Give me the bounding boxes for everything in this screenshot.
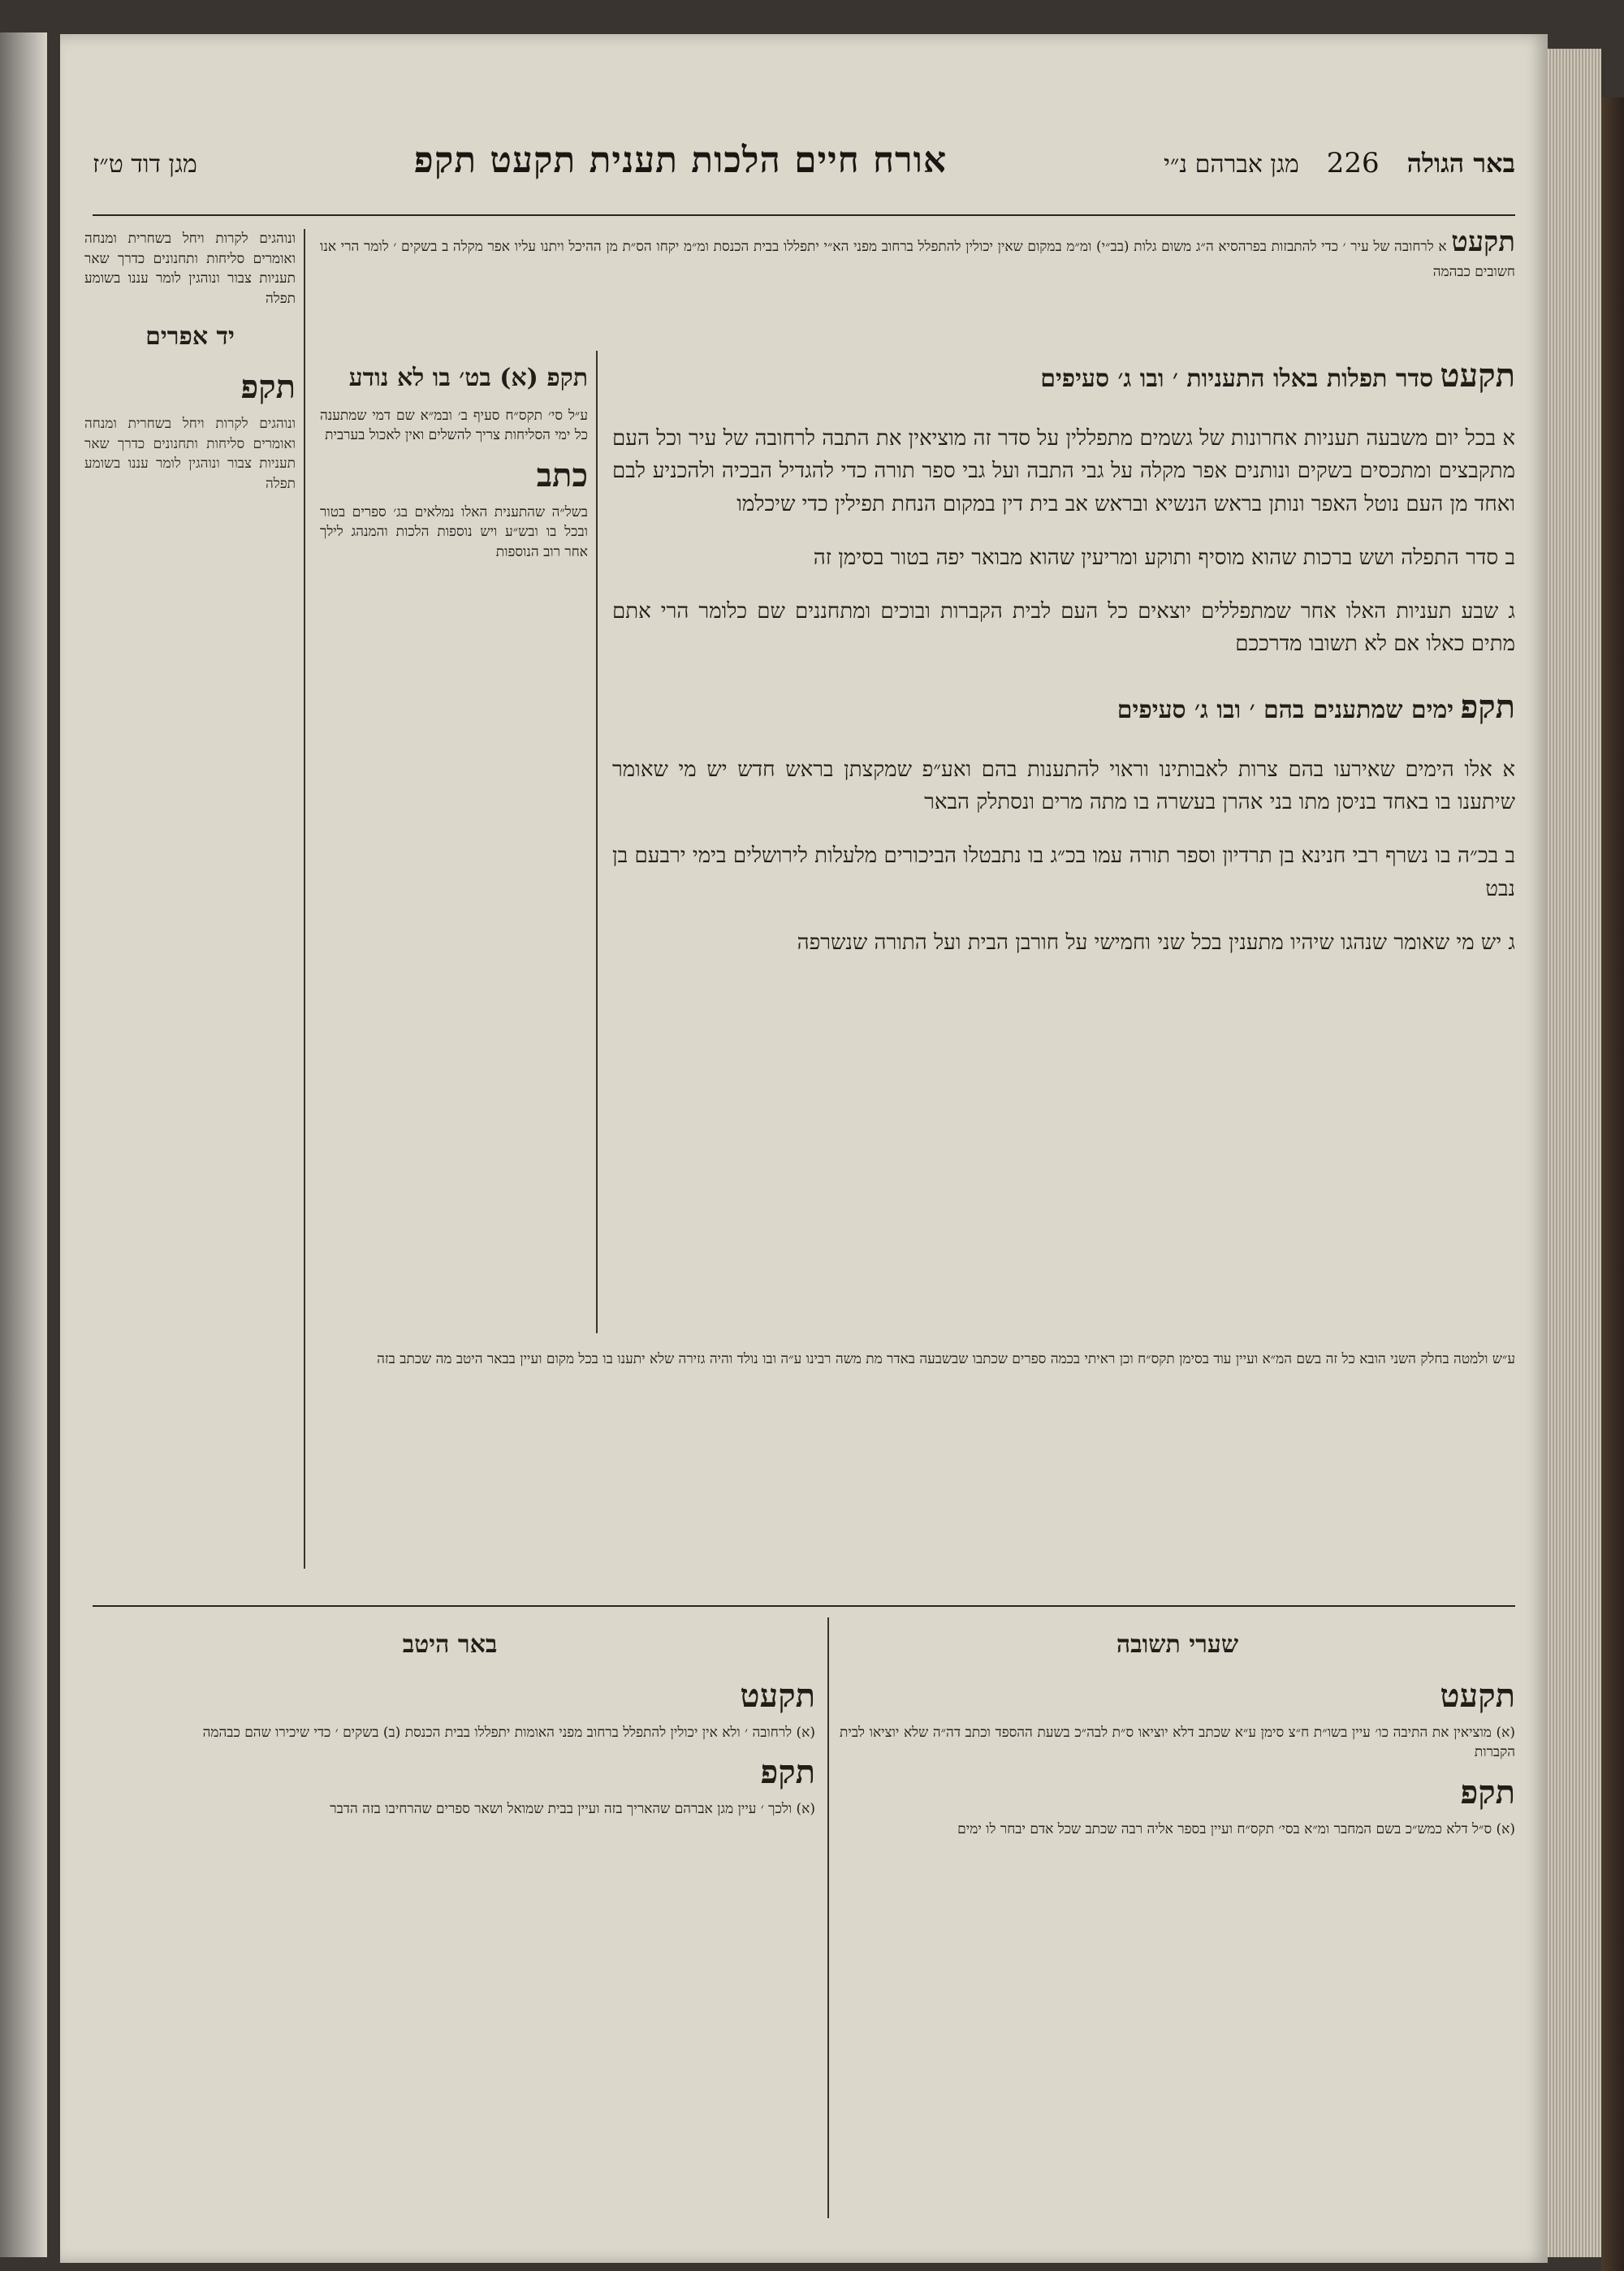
- shaarei-teshuvah-siman-579: תקעט: [1440, 1676, 1515, 1715]
- shaarei-teshuvah-text-580: (א) ס״ל דלא כמש״כ בשם המחבר ומ״א בסי׳ תקס״ח ועיין בספר אליה רבה שכתב שכל אדם יבחר לו ימים: [957, 1820, 1515, 1837]
- be-er-heitev-siman-580: תקפ: [760, 1753, 815, 1792]
- page-number: 226: [1326, 147, 1380, 179]
- be-er-heitev-text-580: (א) ולכך ׳ עיין מגן אברהם שהאריך בזה ועיין בבית שמואל ושאר ספרים שהרחיבו בזה הדבר: [330, 1801, 815, 1818]
- page-title: אורח חיים הלכות תענית תקעט תקפ: [413, 140, 948, 181]
- page-stack-edge: [1548, 49, 1601, 2257]
- yad-efraim-siman: תקפ: [240, 368, 296, 407]
- shaarei-teshuvah-siman-580: תקפ: [1460, 1772, 1515, 1811]
- magen-avraham-label: מגן אברהם נ״י: [1164, 150, 1299, 179]
- be-er-hagolah-label: באר הגולה: [1406, 148, 1515, 179]
- side-commentary-heading: תקפ (א) בט׳ בו לא נודע: [348, 364, 588, 392]
- siman-580-para-b: ב בכ״ה בו נשרף רבי חנינא בן תרדיון וספר תורה עמו בכ״ג בו נתבטלו הביכורים מלעלות לירושלים בימי ירבעם בן נבט: [612, 844, 1515, 901]
- siman-579-para-a: א בכל יום משבעה תעניות אחרונות של גשמים מתפללין על סדר זה מוציאין את התבה לרחובה של עיר וכל העם מתקבצים ומתכסים בשקים ונותנים אפר מקלה על גבי התבה ועל גבי ספר תורה כדי להגדיל הבכיה ולהכניע לבם ואחד מן העם נוטל האפר ונותן בראש הנשיא ובראש אב בית דין במקום הנחת תפילין כדי שיכלמו: [612, 426, 1515, 516]
- bottom-column-rule: [827, 1617, 829, 2218]
- left-column-rule: [304, 229, 305, 1569]
- bottom-section-rule: [93, 1605, 1515, 1607]
- shaarei-teshuvah-text: (א) מוציאין את התיבה כו׳ עיין בשו״ת ח״צ סימן ע״א שכתב דלא יוציאו ס״ת לבה״כ בשעת ההספד וכתב דה״ה שלא יוציאו לבית הקברות: [840, 1724, 1515, 1761]
- be-er-heitev-column: [84, 1617, 815, 2218]
- be-er-heitev-heading: באר היטב: [402, 1630, 498, 1659]
- side-commentary-text: ע״ל סי׳ תקס״ח סעיף ב׳ ובמ״א שם דמי שמתענה כל ימי הסליחות צריך להשלים ואין לאכול בערבית: [320, 407, 588, 444]
- siman-579-para-b: ב סדר התפלה ושש ברכות שהוא מוסיף ותוקע ומריעין שהוא מבואר יפה בטור בסימן זה: [813, 545, 1515, 570]
- siman-579-heading: סדר תפלות באלו התעניות ׳ ובו ג׳ סעיפים: [1040, 365, 1434, 393]
- siman-580-heading-block: [612, 682, 1515, 732]
- siman-579-label: תקעט: [1440, 356, 1515, 395]
- be-er-heitev-siman-579: תקעט: [740, 1676, 815, 1715]
- be-er-hagolah-text: ונוהגים לקרות ויחל בשחרית ומנחה ואומרים סליחות ותחנונים כדרך שאר תעניות צבור ונוהגין לומר עננו בשומע תפלה: [84, 231, 296, 307]
- book-spine: [1601, 97, 1624, 2271]
- siman-579-para-g: ג שבע תעניות האלו אחר שמתפללים יוצאים כל העם לבית הקברות ובוכים ומתחננים שם כלומר הרי אתם מתים כאלו אם לא תשובו מדרככם: [612, 599, 1515, 657]
- book-page: [60, 34, 1548, 2263]
- siman-580-para-g: ג יש מי שאומר שנהגו שיהיו מתענין בכל שני וחמישי על חורבן הבית ועל התורה שנשרפה: [797, 930, 1515, 955]
- side-commentary-column: [320, 351, 588, 1333]
- yad-efraim-heading: יד אפרים: [145, 322, 235, 351]
- katav-text: בשל״ה שהתענית האלו נמלאים בג׳ ספרים בטור ובכל בו ובש״ע ויש נוספות הלכות והמנהג לילך אחר רוב הנוספות: [320, 503, 588, 561]
- side-column-rule: [596, 351, 598, 1333]
- siman-579-heading-block: [612, 351, 1515, 401]
- be-er-hagolah-column: [84, 229, 296, 1569]
- be-er-heitev-text: (א) לרחובה ׳ ולא אין יכולין להתפלל ברחוב מפני האומות יתפללו בבית הכנסת (ב) בשקים ׳ כדי שיכירו שהם כבהמה: [202, 1724, 815, 1741]
- top-commentary: [320, 222, 1515, 344]
- siman-580-para-a: א אלו הימים שאירעו בהם צרות לאבותינו וראוי להתענות בהם ואע״פ שמקצתן בראש חדש יש מי שאומר שיתענו בו באחד בניסן מתו בני אהרן בעשרה בו מתה מרים ונסתלק הבאר: [612, 757, 1515, 815]
- top-commentary-text: א לרחובה של עיר ׳ כדי להתבזות בפרהסיא ה״ג משום גלות (בב״י) ומ״מ במקום שאין יכולין להתפלל ברחוב מפני הא״י יתפללו בבית הכנסת ומ״מ יקחו הס״ת מן ההיכל ויתנו עליו אפר מקלה ב בשקים ׳ לומר הרי אנו חשובים כבהמה: [320, 239, 1515, 281]
- page-header: [93, 140, 1515, 213]
- main-text-column: [612, 351, 1515, 1341]
- magen-david-label: מגן דוד ט״ז: [93, 150, 197, 179]
- shaarei-teshuvah-column: [840, 1617, 1515, 2218]
- siman-580-heading: ימים שמתענים בהם ׳ ובו ג׳ סעיפים: [1116, 695, 1454, 724]
- shaarei-teshuvah-heading: שערי תשובה: [1116, 1630, 1239, 1659]
- siman-580-label: תקפ: [1460, 687, 1515, 726]
- katav-label: כתב: [536, 455, 588, 494]
- header-rule: [93, 214, 1515, 216]
- lower-commentary: [320, 1349, 1515, 1593]
- lower-commentary-text: ע״ש ולמטה בחלק השני הובא כל זה בשם המ״א ועיין עוד בסימן תקס״ח וכן ראיתי בכמה ספרים שכתבו שבשבעה באדר מת משה רבינו ע״ה ובו נולד והיה גזירה שלא יתענו בו בכל מקום ועיין בבאר היטב מה שכתב בזה: [377, 1351, 1515, 1367]
- top-commentary-siman: תקעט: [1451, 226, 1515, 258]
- left-page-edge: [0, 32, 47, 2257]
- yad-efraim-text: ונוהגים לקרות ויחל בשחרית ומנחה ואומרים סליחות ותחנונים כדרך שאר תעניות צבור ונוהגין לומר עננו בשומע תפלה: [84, 416, 296, 492]
